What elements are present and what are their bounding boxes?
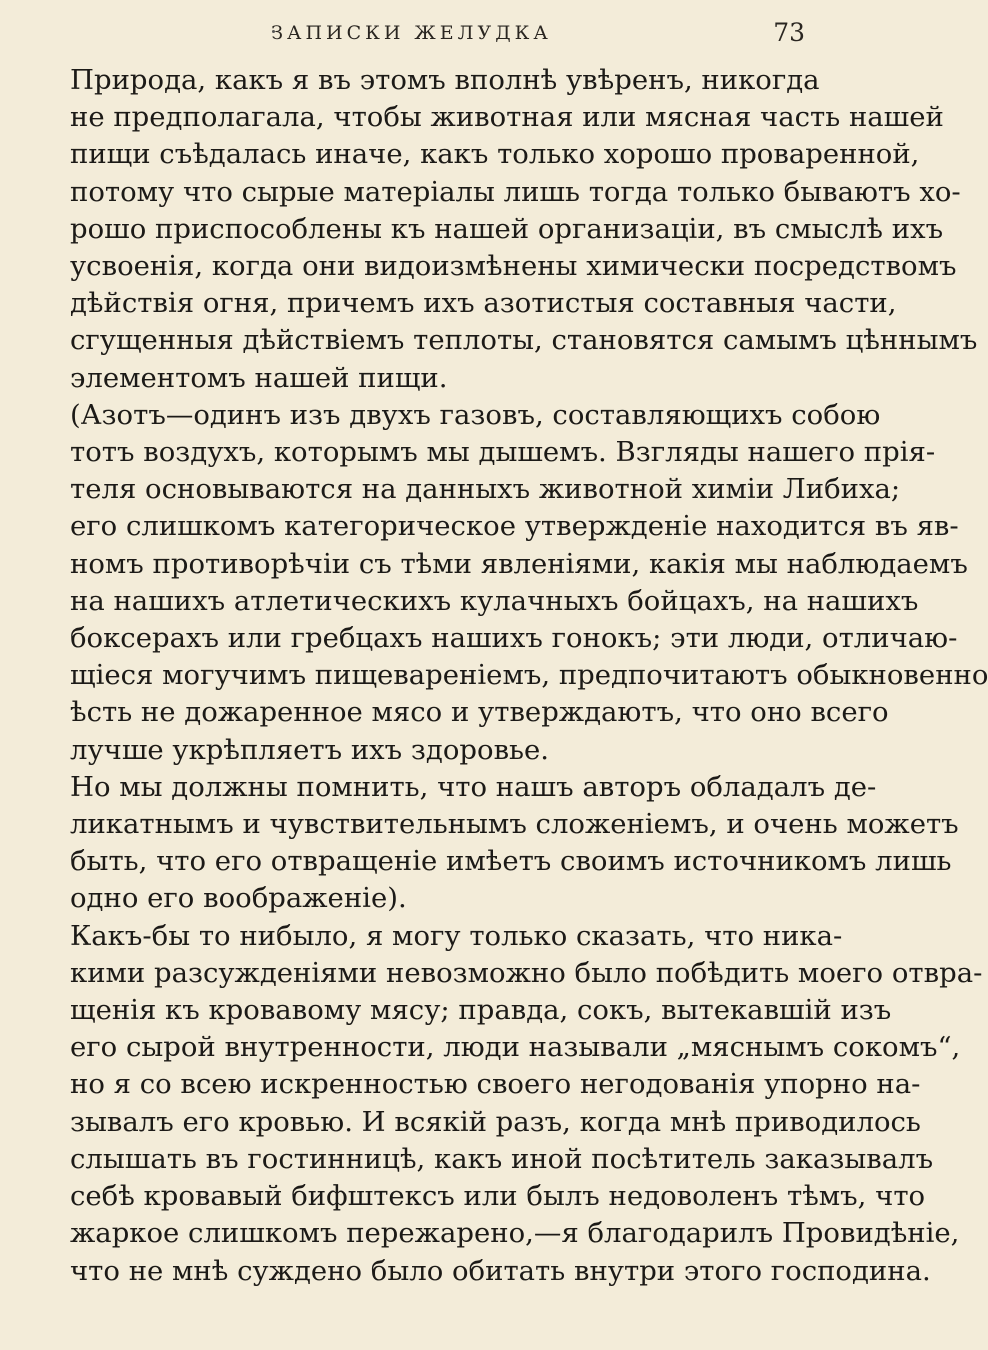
text-line: лучше укрѣпляетъ ихъ здоровье. bbox=[70, 733, 550, 766]
text-line: дѣйствія огня, причемъ ихъ азотистыя составныя части, bbox=[70, 287, 897, 320]
text-line: тотъ воздухъ, которымъ мы дышемъ. Взгляды нашего прія- bbox=[70, 436, 936, 469]
text-line: себѣ кровавый бифштексъ или былъ недоволенъ тѣмъ, что bbox=[70, 1180, 926, 1213]
text-line: Какъ-бы то нибыло, я могу только сказать, что ника- bbox=[70, 919, 843, 952]
text-line: жаркое слишкомъ пережарено,—я благодарилъ Провидѣніе, bbox=[70, 1217, 960, 1250]
text-line: на нашихъ атлетическихъ кулачныхъ бойцахъ, на нашихъ bbox=[70, 584, 919, 617]
text-line: теля основываются на данныхъ животной химіи Либиха; bbox=[70, 473, 901, 506]
text-line: слышать въ гостинницѣ, какъ иной посѣтитель заказывалъ bbox=[70, 1142, 934, 1175]
text-line: пищи съѣдалась иначе, какъ только хорошо проваренной, bbox=[70, 138, 920, 171]
text-line: сгущенныя дѣйствіемъ теплоты, становятся самымъ цѣннымъ bbox=[70, 324, 978, 357]
text-line: одно его воображеніе). bbox=[70, 882, 407, 915]
text-line: не предполагала, чтобы животная или мясная часть нашей bbox=[70, 101, 944, 134]
text-line: зывалъ его кровью. И всякій разъ, когда мнѣ приводилось bbox=[70, 1105, 921, 1138]
page-number: 73 bbox=[773, 18, 805, 47]
paragraph bbox=[10, 769, 959, 918]
text-line: быть, что его отвращеніе имѣетъ своимъ источникомъ лишь bbox=[70, 845, 952, 878]
running-title: ЗАПИСКИ ЖЕЛУДКА bbox=[271, 22, 552, 44]
paragraph bbox=[10, 397, 988, 769]
text-line: Природа, какъ я въ этомъ вполнѣ увѣренъ, никогда bbox=[70, 64, 820, 96]
text-line: его сырой внутренности, люди называли „мяснымъ сокомъ“, bbox=[70, 1031, 961, 1064]
text-line: рошо приспособлены къ нашей организаціи, въ смыслѣ ихъ bbox=[70, 212, 944, 245]
text-line: (Азотъ—одинъ изъ двухъ газовъ, составляющихъ собою bbox=[70, 398, 881, 431]
text-line: Но мы должны помнить, что нашъ авторъ обладалъ де- bbox=[70, 770, 877, 803]
text-line: что не мнѣ суждено было обитать внутри этого господина. bbox=[70, 1254, 931, 1287]
text-line: номъ противорѣчіи съ тѣми явленіями, какія мы наблюдаемъ bbox=[70, 547, 968, 580]
text-line: кими разсужденіями невозможно было побѣдить моего отвра- bbox=[70, 956, 983, 989]
text-line: ѣсть не дожаренное мясо и утверждаютъ, что оно всего bbox=[70, 696, 889, 729]
text-line: усвоенія, когда они видоизмѣнены химически посредствомъ bbox=[70, 250, 957, 283]
running-head bbox=[10, 10, 813, 62]
text-line: потому что сырые матеріалы лишь тогда только бываютъ хо- bbox=[70, 175, 961, 208]
text-line: щенія къ кровавому мясу; правда, сокъ, вытекавшій изъ bbox=[70, 994, 892, 1027]
paragraph bbox=[10, 62, 978, 397]
text-line: его слишкомъ категорическое утвержденіе находится въ яв- bbox=[70, 510, 959, 543]
text-line: но я со всею искренностью своего негодованія упорно на- bbox=[70, 1068, 921, 1101]
paragraph bbox=[10, 918, 983, 1290]
body-text bbox=[10, 62, 988, 1290]
text-line: щіеся могучимъ пищевареніемъ, предпочитаютъ обыкновенно bbox=[70, 659, 988, 692]
text-line: элементомъ нашей пищи. bbox=[70, 361, 448, 394]
text-line: ликатнымъ и чувствительнымъ сложеніемъ, и очень можетъ bbox=[70, 808, 959, 841]
text-line: боксерахъ или гребцахъ нашихъ гонокъ; эти люди, отличаю- bbox=[70, 622, 958, 655]
